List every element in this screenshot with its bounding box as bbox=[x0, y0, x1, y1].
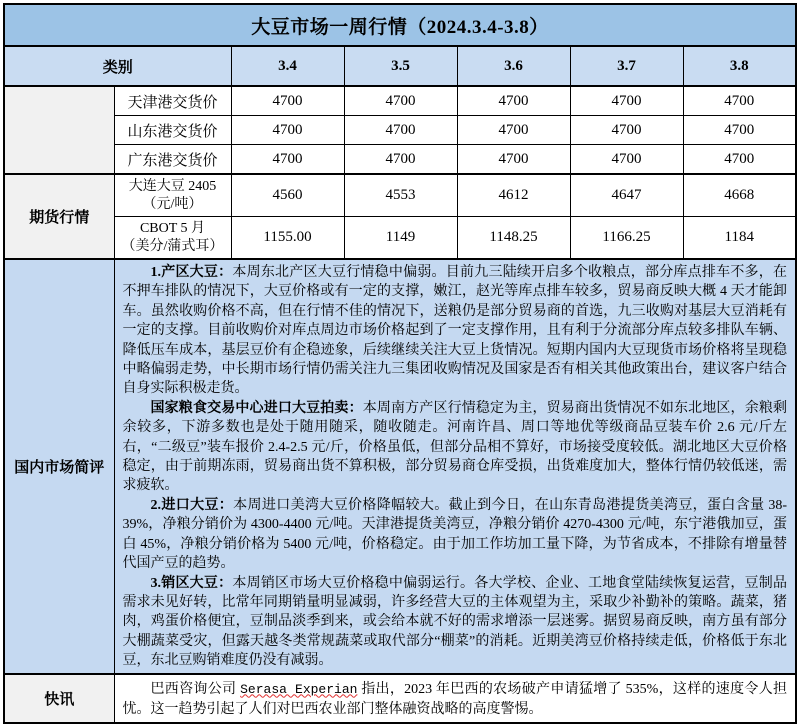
price-cell: 4700 bbox=[231, 145, 344, 175]
review-paragraph bbox=[123, 496, 788, 574]
table-row-spot-shandong bbox=[4, 116, 796, 145]
column-header-date: 3.7 bbox=[570, 46, 683, 86]
row-label bbox=[114, 174, 231, 217]
price-cell: 4668 bbox=[683, 174, 796, 217]
price-cell: 4700 bbox=[231, 116, 344, 145]
table-row-spot-guangdong bbox=[4, 145, 796, 175]
price-cell: 4700 bbox=[457, 86, 570, 116]
review-content bbox=[114, 259, 796, 674]
news-paragraph bbox=[123, 680, 788, 720]
paragraph-lead: 2.进口大豆： bbox=[150, 497, 234, 513]
paragraph-text: 本周东北产区大豆行情稳中偏弱。目前九三陆续开启多个收粮点，部分库点排车不多，在不押车排队的情况下，大豆价格或有一定的支撑，嫩江，赵光等库点排车较多，贸易商反映大概 4 天才能卸车。虽然收购价格不高，但在行情不佳的情况下，送粮仍是部分贸易商的首选，九三收购对基层大豆消耗有一定的支撑。目前收购价对库点周边市场价格起到了一定支撑作用，且有利于分流部分库点较多排队车辆、降低压车成本，基层豆价有企稳迹象，后续继续关注大豆上货情况。短期内国内大豆现货市场价格将呈现稳中略偏弱走势，中长期市场行情仍需关注九三集团收购情况及国家是否有相关其他政策出台，建议客户结合自身实际积极走货。 bbox=[122, 265, 788, 397]
title-row bbox=[4, 4, 796, 46]
price-cell: 4700 bbox=[344, 86, 457, 116]
column-header-category: 类别 bbox=[4, 46, 231, 86]
price-cell: 4700 bbox=[683, 145, 796, 175]
price-cell: 1166.25 bbox=[570, 217, 683, 260]
price-cell: 4553 bbox=[344, 174, 457, 217]
column-header-date: 3.5 bbox=[344, 46, 457, 86]
price-cell: 4700 bbox=[457, 145, 570, 175]
price-cell: 4700 bbox=[570, 145, 683, 175]
paragraph-lead: 1.产区大豆： bbox=[150, 265, 233, 280]
price-cell: 4700 bbox=[683, 86, 796, 116]
news-content bbox=[114, 674, 796, 723]
price-cell: 4647 bbox=[570, 174, 683, 217]
review-group-label: 国内市场简评 bbox=[4, 259, 114, 674]
row-label bbox=[114, 217, 231, 260]
price-cell: 1149 bbox=[344, 217, 457, 260]
price-cell: 4700 bbox=[570, 116, 683, 145]
table-row-futures-cbot bbox=[4, 217, 796, 260]
column-header-date: 3.4 bbox=[231, 46, 344, 86]
soybean-weekly-table bbox=[3, 3, 797, 724]
paragraph-text: 本周南方产区行情稳定为主，贸易商出货情况不如东北地区，余粮剩余较多，下游多数也是处于随用随采，随收随走。河南许昌、周口等地优等级商品豆装车价 2.6 元/斤左右，“二级豆”装车报价 2.4-2.5 元/斤，价格虽低，但部分品相不算好，市场接受度较低。湖北地区大豆价格稳定，由于前期冻雨，贸易商出货不算积极，部分贸易商仓库受损，出货难度加大，整体行情仍较低迷，需求疲软。 bbox=[122, 400, 788, 494]
news-text-suffix: 指出，2023 年巴西的农场破产申请猛增了 535%，这样的速度令人担忧。这一趋势引起了人们对巴西农业部门整体融资战略的高度警惕。 bbox=[122, 681, 787, 717]
review-paragraph bbox=[123, 263, 788, 399]
table-row-news bbox=[4, 674, 796, 723]
news-text-prefix: 巴西咨询公司 bbox=[150, 681, 241, 697]
price-cell: 1155.00 bbox=[231, 217, 344, 260]
price-cell: 4612 bbox=[457, 174, 570, 217]
price-cell: 4700 bbox=[231, 86, 344, 116]
review-paragraph bbox=[123, 399, 788, 496]
row-label-line1: CBOT 5 月 bbox=[139, 220, 206, 236]
paragraph-text: 本周销区市场大豆价格稳中偏弱运行。各大学校、企业、工地食堂陆续恢复运营，豆制品需求未见好转，比常年同期销量明显减弱，许多经营大豆的主体观望为主，采取少补勤补的策略。蔬菜，猪肉，鸡蛋价格便宜，豆制品淡季到来，或会给本就不好的需求增添一层迷雾。据贸易商反映，南方虽有部分大棚蔬菜受灾，但露天越冬类常规蔬菜或取代部分“棚菜”的消耗。近期美湾豆价格持续走低，价格低于东北豆，东北豆购销难度仍没有减弱。 bbox=[122, 575, 788, 669]
futures-group-label: 期货行情 bbox=[4, 174, 114, 259]
table-row-spot-tianjin bbox=[4, 86, 796, 116]
news-company-name: Serasa Experian bbox=[240, 681, 358, 697]
price-cell: 4700 bbox=[344, 116, 457, 145]
paragraph-lead: 国家粮食交易中心进口大豆拍卖： bbox=[150, 400, 363, 416]
paragraph-lead: 3.销区大豆： bbox=[150, 575, 233, 591]
price-cell: 1148.25 bbox=[457, 217, 570, 260]
table-row-review bbox=[4, 259, 796, 674]
price-cell: 4700 bbox=[683, 116, 796, 145]
column-header-date: 3.6 bbox=[457, 46, 570, 86]
row-label-line2: （元/吨） bbox=[142, 196, 203, 212]
row-label-line2: （美分/蒲式耳） bbox=[121, 238, 224, 254]
price-cell: 4700 bbox=[344, 145, 457, 175]
spot-group-cell bbox=[4, 86, 114, 174]
price-cell: 1184 bbox=[683, 217, 796, 260]
price-cell: 4560 bbox=[231, 174, 344, 217]
price-cell: 4700 bbox=[457, 116, 570, 145]
row-label: 天津港交货价 bbox=[114, 86, 231, 116]
paragraph-text: 本周进口美湾大豆价格降幅较大。截止到今日，在山东青岛港提货美湾豆，蛋白含量 38-39%，净粮分销价为 4300-4400 元/吨。天津港提货美湾豆，净粮分销价 4270-4300 元/吨，东宁港俄加豆，蛋白 45%，净粮分销价格为 5400 元/吨，价格稳定。由于加工作坊加工量下降，为节省成本，不排除有增量替代国产豆的趋势。 bbox=[122, 497, 788, 572]
header-row bbox=[4, 46, 796, 86]
row-label-line1: 大连大豆 2405 bbox=[128, 178, 217, 194]
page-title: 大豆市场一周行情（2024.3.4-3.8） bbox=[4, 4, 796, 46]
news-group-label: 快讯 bbox=[4, 674, 114, 723]
price-cell: 4700 bbox=[570, 86, 683, 116]
review-paragraph bbox=[123, 574, 788, 671]
table-row-futures-dalian bbox=[4, 174, 796, 217]
row-label: 广东港交货价 bbox=[114, 145, 231, 175]
row-label: 山东港交货价 bbox=[114, 116, 231, 145]
column-header-date: 3.8 bbox=[683, 46, 796, 86]
